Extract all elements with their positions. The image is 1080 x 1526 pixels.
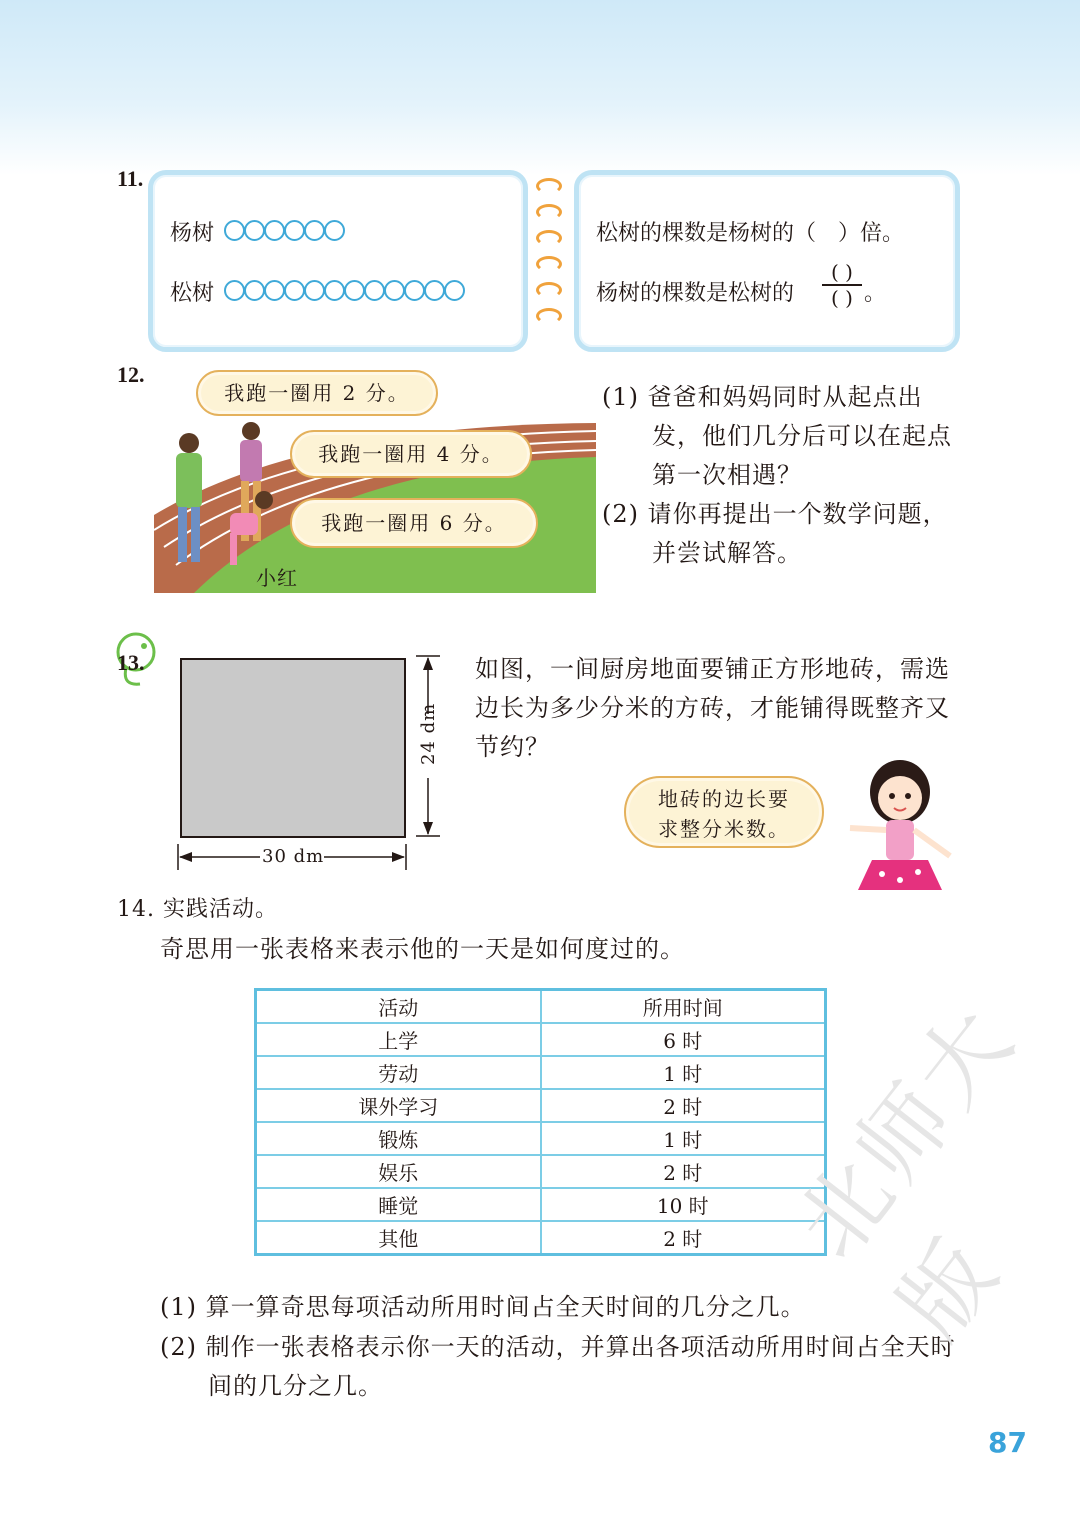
table-row	[256, 1122, 826, 1155]
question-number-13: 13.	[117, 650, 145, 675]
pine-tree-circle-icon	[244, 280, 265, 301]
poplar-tree-circle-icon	[324, 220, 345, 241]
pine-label: 松树	[170, 281, 215, 306]
hint-line2: 求整分米数。	[658, 817, 790, 841]
ring-icon	[536, 308, 562, 324]
ring-icon	[536, 178, 562, 194]
publisher-watermark: 北师大版	[776, 985, 1037, 1358]
q11-question-1: 松树的棵数是杨树的（ ）倍。	[596, 221, 905, 246]
activity-cell: 上学	[256, 1023, 541, 1056]
fraction-denominator: ( )	[831, 286, 853, 310]
q14-title: 14. 实践活动。	[117, 897, 278, 922]
activity-time-table	[254, 988, 827, 1256]
poplar-tree-circle-icon	[244, 220, 265, 241]
activity-cell: 其他	[256, 1221, 541, 1255]
time-cell: 10 时	[541, 1188, 826, 1221]
pine-circles	[224, 280, 464, 301]
time-cell: 2 时	[541, 1221, 826, 1255]
activity-cell: 锻炼	[256, 1122, 541, 1155]
header-time: 所用时间	[541, 990, 826, 1024]
table-row	[256, 1056, 826, 1089]
height-label: 24 dm	[418, 702, 439, 765]
pine-tree-circle-icon	[264, 280, 285, 301]
poplar-circles	[224, 220, 344, 241]
time-cell: 6 时	[541, 1023, 826, 1056]
q11-question-2-suffix: 。	[864, 281, 887, 306]
q12-part2-line1: (2) 请你再提出一个数学问题，	[602, 500, 948, 528]
q14-task2-line2: 间的几分之几。	[208, 1372, 383, 1400]
width-label: 30 dm	[262, 846, 325, 867]
pine-tree-circle-icon	[404, 280, 425, 301]
q13-text-line1: 如图，一间厨房地面要铺正方形地砖，需选	[475, 655, 950, 683]
time-cell: 2 时	[541, 1089, 826, 1122]
ring-icon	[536, 256, 562, 272]
ring-icon	[536, 282, 562, 298]
kitchen-floor-rectangle	[180, 658, 406, 838]
xiaohong-label: 小红	[256, 566, 298, 590]
pine-tree-circle-icon	[344, 280, 365, 301]
page-number: 87	[988, 1426, 1027, 1459]
time-cell: 1 时	[541, 1122, 826, 1155]
speech-bubble-2-min: 我跑一圈用 2 分。	[196, 370, 438, 416]
blank-fraction	[822, 262, 862, 308]
notebook-right-page	[574, 170, 960, 352]
q13-text-line3: 节约？	[475, 733, 550, 761]
table-row	[256, 1188, 826, 1221]
header-band	[0, 0, 1080, 175]
q14-task2-line1: (2) 制作一张表格表示你一天的活动，并算出各项活动所用时间占全天时	[160, 1333, 956, 1361]
girl-character-illustration	[842, 752, 960, 900]
table-header-row	[256, 990, 826, 1024]
poplar-tree-circle-icon	[224, 220, 245, 241]
activity-cell: 课外学习	[256, 1089, 541, 1122]
pine-tree-circle-icon	[224, 280, 245, 301]
q12-part1-line1: (1) 爸爸和妈妈同时从起点出	[602, 383, 923, 411]
q12-part1-line3: 第一次相遇？	[652, 461, 802, 489]
q14-intro: 奇思用一张表格来表示他的一天是如何度过的。	[160, 935, 685, 963]
speech-bubble-4-min: 我跑一圈用 4 分。	[290, 430, 532, 478]
poplar-tree-circle-icon	[264, 220, 285, 241]
time-cell: 2 时	[541, 1155, 826, 1188]
notebook-left-page	[148, 170, 528, 352]
pine-tree-circle-icon	[324, 280, 345, 301]
activity-cell: 娱乐	[256, 1155, 541, 1188]
q12-part2-line2: 并尝试解答。	[652, 539, 802, 567]
table-row	[256, 1155, 826, 1188]
q14-task1: (1) 算一算奇思每项活动所用时间占全天时间的几分之几。	[160, 1293, 806, 1321]
pine-tree-circle-icon	[424, 280, 445, 301]
poplar-tree-circle-icon	[284, 220, 305, 241]
header-activity: 活动	[256, 990, 541, 1024]
activity-cell: 睡觉	[256, 1188, 541, 1221]
q13-text-line2: 边长为多少分米的方砖，才能铺得既整齐又	[475, 694, 950, 722]
poplar-tree-circle-icon	[304, 220, 325, 241]
ring-icon	[536, 230, 562, 246]
hint-speech-bubble	[624, 776, 824, 848]
pine-tree-circle-icon	[444, 280, 465, 301]
table-row	[256, 1221, 826, 1255]
hint-line1: 地砖的边长要	[658, 787, 790, 811]
activity-cell: 劳动	[256, 1056, 541, 1089]
question-number-11: 11.	[117, 166, 144, 191]
fraction-numerator: ( )	[831, 260, 853, 284]
poplar-label: 杨树	[170, 221, 215, 246]
q11-question-2-prefix: 杨树的棵数是松树的	[596, 281, 795, 306]
pine-tree-circle-icon	[384, 280, 405, 301]
table-row	[256, 1023, 826, 1056]
pine-tree-circle-icon	[364, 280, 385, 301]
pine-tree-circle-icon	[284, 280, 305, 301]
question-number-12: 12.	[117, 362, 145, 387]
pine-tree-circle-icon	[304, 280, 325, 301]
table-row	[256, 1089, 826, 1122]
time-cell: 1 时	[541, 1056, 826, 1089]
ring-icon	[536, 204, 562, 220]
speech-bubble-6-min: 我跑一圈用 6 分。	[290, 498, 538, 548]
q12-part1-line2: 发，他们几分后可以在起点	[652, 422, 952, 450]
